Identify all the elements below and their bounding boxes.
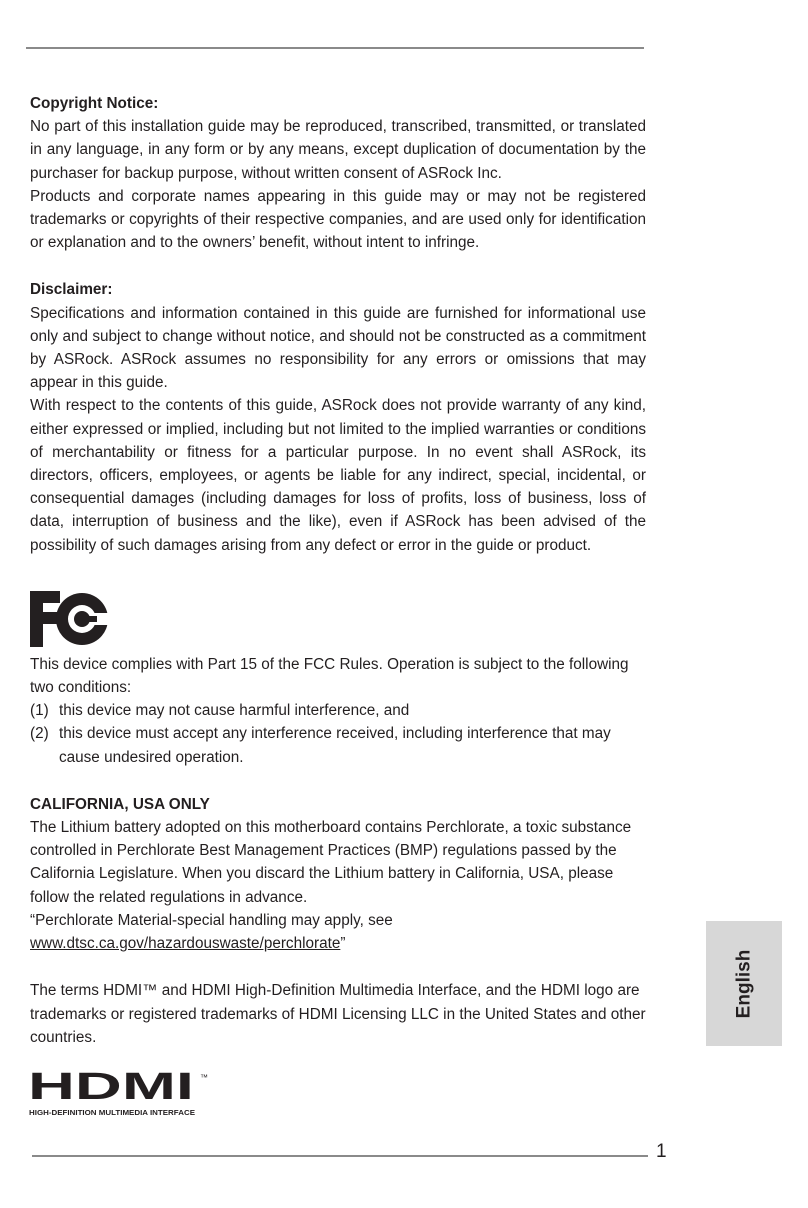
- list-item: [30, 699, 646, 722]
- page-content: [30, 92, 646, 1049]
- disclaimer-paragraph-1: Specifications and information contained in this guide are furnished for informational use only and subject to change without notice, and should not be constructed as a commitment by ASRock. ASRock assumes no responsibility for any errors or omissions that may appear in this guide.: [30, 304, 646, 392]
- copyright-paragraph-2: Products and corporate names appearing in this guide may or may not be registered trademarks or copyrights of their respective companies, and are used only for identification or explanation and to the owners’ benefit, without intent to infringe.: [30, 187, 646, 252]
- disclaimer-paragraph-2: With respect to the contents of this guide, ASRock does not provide warranty of any kind, either expressed or implied, including but not limited to the implied warranties or conditions of merchantability or fitness for a particular purpose. In no event shall ASRock, its directors, officers, employees, or agents be liable for any indirect, special, incidental, or consequential damages (including damages for loss of profits, loss of business, loss of data, interruption of business and the like), even if ASRock has been advised of the possibility of such damages arising from any defect or error in the guide or product.: [30, 397, 646, 554]
- top-rule: [26, 47, 644, 49]
- page-number: 1: [656, 1141, 667, 1162]
- california-paragraph: The Lithium battery adopted on this motherboard contains Perchlorate, a toxic substance controlled in Perchlorate Best Management Practices (BMP) regulations passed by the California Legislature. When you discard the Lithium battery in California, USA, please follow the related regulations in advance.: [30, 819, 632, 906]
- language-tab: [706, 921, 782, 1046]
- hdmi-logo-tagline: HIGH-DEFINITION MULTIMEDIA INTERFACE: [29, 1110, 196, 1117]
- list-item: [30, 722, 646, 768]
- perchlorate-note: [30, 909, 646, 955]
- hdmi-trademark-paragraph: The terms HDMI™ and HDMI High-Definition Multimedia Interface, and the HDMI logo are trademarks or registered trademarks of HDMI Licensing LLC in the United States and other countries.: [30, 982, 646, 1046]
- list-number: (2): [30, 725, 49, 743]
- fcc-intro: This device complies with Part 15 of the FCC Rules. Operation is subject to the following two conditions:: [30, 655, 629, 697]
- list-text: this device may not cause harmful interference, and: [59, 702, 410, 720]
- list-text: this device must accept any interference received, including interference that may cause undesired operation.: [59, 725, 611, 766]
- fcc-logo: [30, 591, 110, 647]
- list-number: (1): [30, 702, 49, 720]
- hdmi-logo: [28, 1070, 214, 1118]
- language-tab-label: English: [733, 949, 754, 1018]
- copyright-paragraph-1: No part of this installation guide may be reproduced, transcribed, transmitted, or translated in any language, in any form or by any means, except duplication of documentation by the purchaser for backup purpose, without written consent of ASRock Inc.: [30, 118, 646, 182]
- hdmi-logo-word: HDMI: [28, 1070, 194, 1108]
- copyright-heading: Copyright Notice:: [30, 95, 159, 112]
- california-heading: CALIFORNIA, USA ONLY: [30, 795, 210, 813]
- hdmi-logo-tm: ™: [200, 1073, 208, 1082]
- perchlorate-link[interactable]: www.dtsc.ca.gov/hazardouswaste/perchlorate: [30, 935, 341, 953]
- perchlorate-prefix: “Perchlorate Material-special handling may apply, see: [30, 911, 393, 929]
- disclaimer-heading: Disclaimer:: [30, 281, 113, 299]
- perchlorate-suffix: ”: [340, 935, 346, 953]
- bottom-rule: [32, 1155, 648, 1157]
